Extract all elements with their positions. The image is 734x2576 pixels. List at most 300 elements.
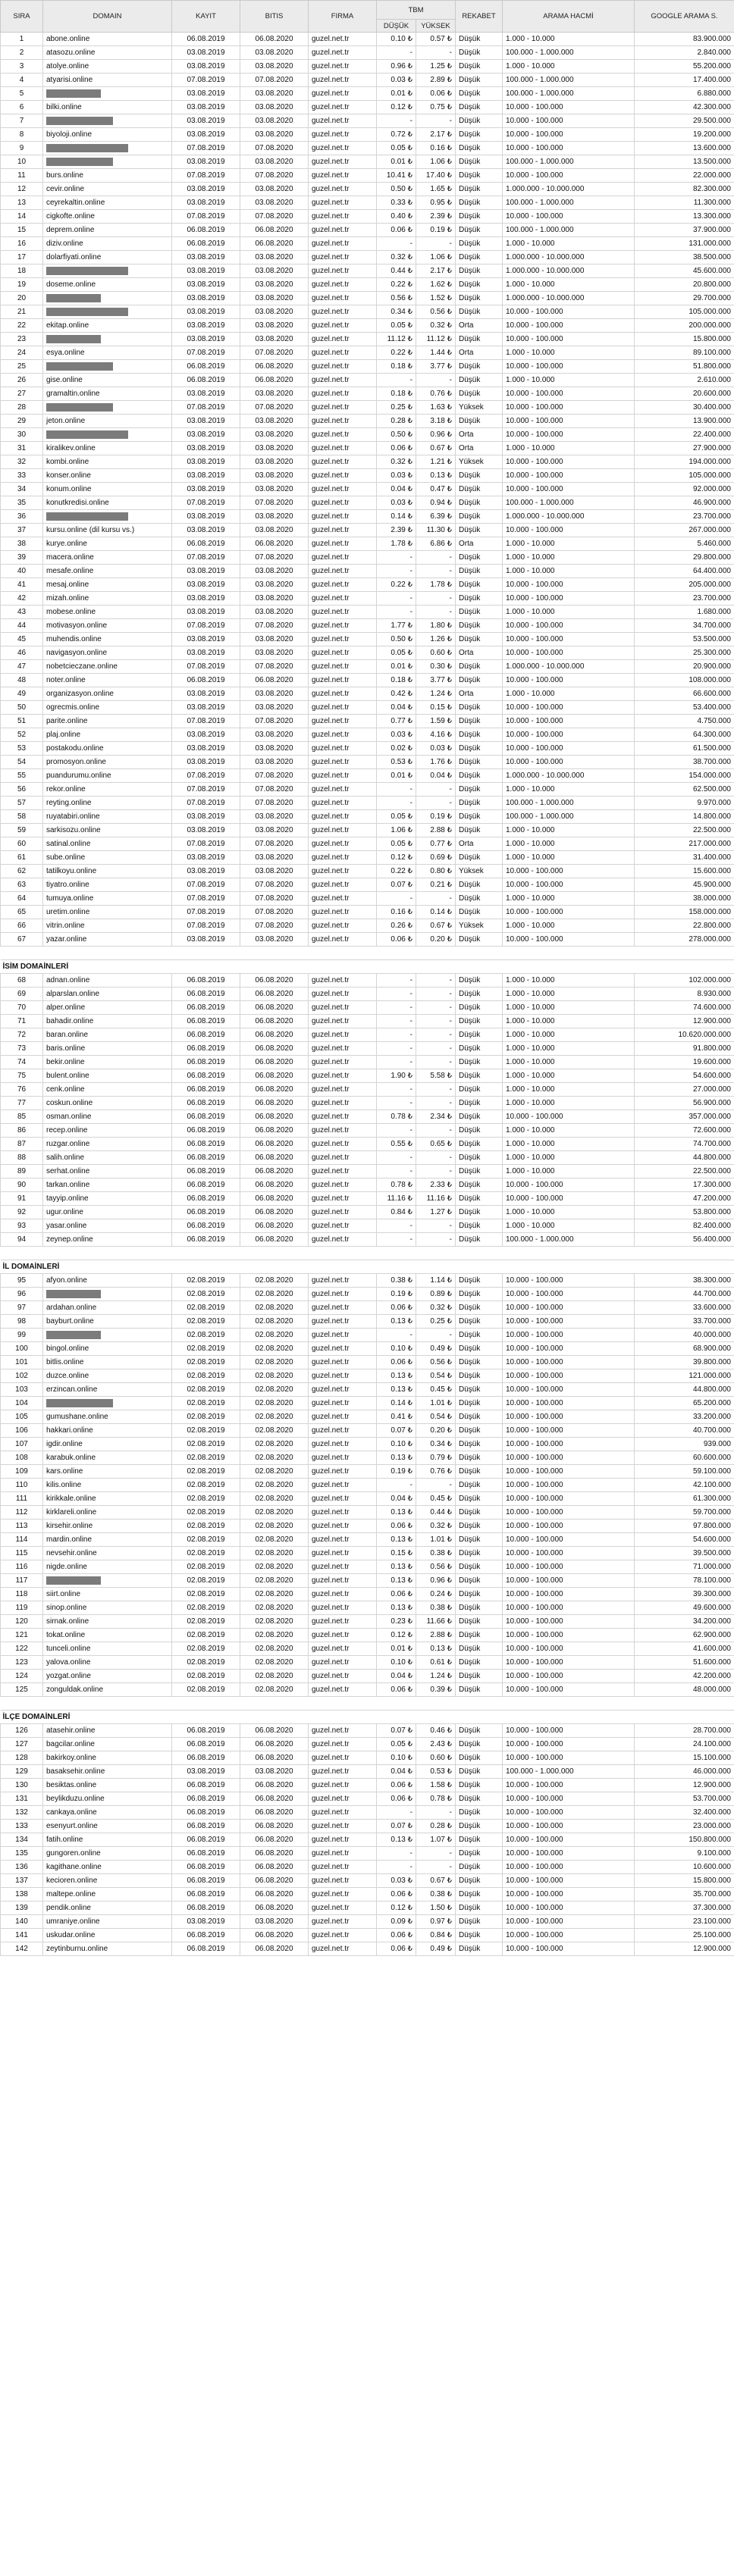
cell-tbm-dusuk: 0.22 ₺ (377, 346, 416, 360)
cell-arama-hacmi: 10.000 - 100.000 (503, 1806, 635, 1820)
cell-rekabet: Düşük (456, 1861, 503, 1874)
cell-tbm-yuksek: 11.12 ₺ (416, 333, 456, 346)
cell-google-aramasi: 54.600.000 (635, 1533, 734, 1547)
cell-firma: guzel.net.tr (309, 333, 377, 346)
cell-domain: baris.online (43, 1042, 172, 1056)
header-row (1, 1, 734, 20)
cell-arama-hacmi: 10.000 - 100.000 (503, 1656, 635, 1670)
cell-sira: 29 (1, 415, 43, 428)
cell-kayit: 03.08.2019 (172, 687, 240, 701)
cell-kayit: 02.08.2019 (172, 1288, 240, 1301)
cell-rekabet: Düşük (456, 1656, 503, 1670)
cell-kayit: 06.08.2019 (172, 1138, 240, 1151)
cell-kayit: 07.08.2019 (172, 74, 240, 87)
cell-kayit: 03.08.2019 (172, 933, 240, 947)
cell-arama-hacmi: 10.000 - 100.000 (503, 1110, 635, 1124)
cell-bitis: 03.08.2020 (240, 183, 309, 196)
cell-firma: guzel.net.tr (309, 101, 377, 114)
cell-firma: guzel.net.tr (309, 578, 377, 592)
cell-google-aramasi: 59.100.000 (635, 1465, 734, 1479)
cell-firma: guzel.net.tr (309, 1683, 377, 1697)
cell-sira: 97 (1, 1301, 43, 1315)
cell-rekabet: Düşük (456, 33, 503, 46)
cell-domain: atasozu.online (43, 46, 172, 60)
cell-sira: 74 (1, 1056, 43, 1069)
table-row (1, 1206, 734, 1219)
cell-tbm-dusuk: - (377, 1083, 416, 1097)
cell-rekabet: Düşük (456, 660, 503, 674)
cell-kayit: 02.08.2019 (172, 1410, 240, 1424)
cell-sira: 140 (1, 1915, 43, 1929)
cell-kayit: 03.08.2019 (172, 155, 240, 169)
cell-firma: guzel.net.tr (309, 346, 377, 360)
cell-tbm-yuksek: 1.78 ₺ (416, 578, 456, 592)
cell-kayit: 02.08.2019 (172, 1438, 240, 1451)
cell-domain: duzce.online (43, 1369, 172, 1383)
cell-tbm-dusuk: 0.10 ₺ (377, 1438, 416, 1451)
cell-google-aramasi: 15.800.000 (635, 1874, 734, 1888)
cell-kayit: 06.08.2019 (172, 1042, 240, 1056)
table-row (1, 674, 734, 687)
cell-google-aramasi: 62.500.000 (635, 783, 734, 797)
cell-tbm-yuksek: 3.77 ₺ (416, 674, 456, 687)
cell-tbm-dusuk: 0.13 ₺ (377, 1560, 416, 1574)
cell-rekabet: Düşük (456, 1833, 503, 1847)
cell-sira: 103 (1, 1383, 43, 1397)
cell-rekabet: Düşük (456, 360, 503, 374)
col-header-sira: SIRA (1, 1, 43, 33)
cell-firma: guzel.net.tr (309, 1751, 377, 1765)
cell-rekabet: Düşük (456, 1942, 503, 1956)
cell-rekabet: Düşük (456, 305, 503, 319)
cell-bitis: 02.08.2020 (240, 1383, 309, 1397)
cell-kayit: 06.08.2019 (172, 1151, 240, 1165)
cell-domain: kiralikev.online (43, 442, 172, 455)
cell-bitis: 03.08.2020 (240, 810, 309, 824)
cell-bitis: 06.08.2020 (240, 1792, 309, 1806)
cell-firma: guzel.net.tr (309, 1724, 377, 1738)
redacted-domain-block (46, 89, 101, 98)
cell-domain: bilki.online (43, 101, 172, 114)
cell-arama-hacmi: 10.000 - 100.000 (503, 592, 635, 606)
cell-tbm-yuksek: 0.96 ₺ (416, 428, 456, 442)
cell-sira: 30 (1, 428, 43, 442)
cell-domain: mardin.online (43, 1533, 172, 1547)
table-row (1, 1329, 734, 1342)
cell-tbm-yuksek: 1.50 ₺ (416, 1901, 456, 1915)
cell-firma: guzel.net.tr (309, 1274, 377, 1288)
cell-arama-hacmi: 100.000 - 1.000.000 (503, 1765, 635, 1779)
cell-google-aramasi: 15.100.000 (635, 1751, 734, 1765)
cell-sira: 6 (1, 101, 43, 114)
cell-bitis: 07.08.2020 (240, 619, 309, 633)
table-row (1, 1151, 734, 1165)
cell-firma: guzel.net.tr (309, 919, 377, 933)
cell-arama-hacmi: 10.000 - 100.000 (503, 1738, 635, 1751)
cell-sira: 36 (1, 510, 43, 524)
cell-kayit: 07.08.2019 (172, 496, 240, 510)
cell-bitis: 02.08.2020 (240, 1479, 309, 1492)
cell-domain: ceyrekaltin.online (43, 196, 172, 210)
cell-rekabet: Düşük (456, 1424, 503, 1438)
cell-firma: guzel.net.tr (309, 1465, 377, 1479)
table-row (1, 510, 734, 524)
cell-firma: guzel.net.tr (309, 1151, 377, 1165)
cell-arama-hacmi: 10.000 - 100.000 (503, 1424, 635, 1438)
cell-rekabet: Düşük (456, 728, 503, 742)
cell-sira: 35 (1, 496, 43, 510)
cell-firma: guzel.net.tr (309, 892, 377, 906)
cell-tbm-dusuk: 0.18 ₺ (377, 387, 416, 401)
cell-bitis: 06.08.2020 (240, 237, 309, 251)
cell-sira: 27 (1, 387, 43, 401)
table-row (1, 1915, 734, 1929)
cell-arama-hacmi: 1.000 - 10.000 (503, 374, 635, 387)
cell-domain: diziv.online (43, 237, 172, 251)
cell-bitis: 03.08.2020 (240, 155, 309, 169)
cell-tbm-yuksek: 0.25 ₺ (416, 1315, 456, 1329)
cell-firma: guzel.net.tr (309, 46, 377, 60)
cell-domain: bekir.online (43, 1056, 172, 1069)
table-row (1, 565, 734, 578)
cell-domain: mesafe.online (43, 565, 172, 578)
cell-rekabet: Orta (456, 428, 503, 442)
cell-firma: guzel.net.tr (309, 1438, 377, 1451)
cell-sira: 45 (1, 633, 43, 646)
cell-tbm-dusuk: 0.06 ₺ (377, 1520, 416, 1533)
cell-rekabet: Düşük (456, 1724, 503, 1738)
cell-google-aramasi: 42.300.000 (635, 101, 734, 114)
cell-sira: 34 (1, 483, 43, 496)
cell-firma: guzel.net.tr (309, 565, 377, 578)
cell-arama-hacmi: 10.000 - 100.000 (503, 578, 635, 592)
cell-domain: bakirkoy.online (43, 1751, 172, 1765)
cell-google-aramasi: 121.000.000 (635, 1369, 734, 1383)
gap-cell (1, 1697, 734, 1711)
cell-tbm-dusuk: 1.78 ₺ (377, 537, 416, 551)
cell-arama-hacmi: 10.000 - 100.000 (503, 305, 635, 319)
cell-domain (43, 264, 172, 278)
cell-sira: 2 (1, 46, 43, 60)
cell-tbm-dusuk: 0.03 ₺ (377, 1874, 416, 1888)
cell-arama-hacmi: 1.000 - 10.000 (503, 237, 635, 251)
cell-arama-hacmi: 10.000 - 100.000 (503, 1574, 635, 1588)
cell-arama-hacmi: 10.000 - 100.000 (503, 619, 635, 633)
table-row (1, 455, 734, 469)
table-row (1, 551, 734, 565)
cell-bitis: 03.08.2020 (240, 428, 309, 442)
cell-bitis: 03.08.2020 (240, 483, 309, 496)
section-title: İLÇE DOMAİNLERİ (1, 1711, 734, 1724)
cell-firma: guzel.net.tr (309, 469, 377, 483)
cell-firma: guzel.net.tr (309, 660, 377, 674)
cell-firma: guzel.net.tr (309, 142, 377, 155)
cell-bitis: 03.08.2020 (240, 415, 309, 428)
cell-tbm-yuksek: 0.04 ₺ (416, 769, 456, 783)
cell-firma: guzel.net.tr (309, 1629, 377, 1642)
cell-domain (43, 292, 172, 305)
cell-tbm-dusuk: 0.38 ₺ (377, 1274, 416, 1288)
cell-tbm-dusuk: 0.13 ₺ (377, 1833, 416, 1847)
cell-rekabet: Düşük (456, 1670, 503, 1683)
cell-firma: guzel.net.tr (309, 837, 377, 851)
cell-firma: guzel.net.tr (309, 701, 377, 715)
cell-sira: 53 (1, 742, 43, 756)
table-row (1, 114, 734, 128)
table-row (1, 183, 734, 196)
cell-bitis: 06.08.2020 (240, 674, 309, 687)
cell-firma: guzel.net.tr (309, 1356, 377, 1369)
cell-google-aramasi: 53.800.000 (635, 1206, 734, 1219)
table-row (1, 305, 734, 319)
cell-tbm-yuksek: 0.77 ₺ (416, 837, 456, 851)
cell-domain: uskudar.online (43, 1929, 172, 1942)
cell-firma: guzel.net.tr (309, 1042, 377, 1056)
cell-tbm-dusuk: 0.22 ₺ (377, 278, 416, 292)
cell-rekabet: Düşük (456, 1915, 503, 1929)
cell-rekabet: Düşük (456, 1751, 503, 1765)
table-row (1, 769, 734, 783)
cell-sira: 44 (1, 619, 43, 633)
table-row (1, 1369, 734, 1383)
cell-domain: coskun.online (43, 1097, 172, 1110)
cell-rekabet: Yüksek (456, 919, 503, 933)
cell-google-aramasi: 23.700.000 (635, 510, 734, 524)
cell-kayit: 06.08.2019 (172, 1901, 240, 1915)
cell-kayit: 07.08.2019 (172, 769, 240, 783)
cell-kayit: 06.08.2019 (172, 1779, 240, 1792)
cell-tbm-yuksek: - (416, 974, 456, 988)
cell-tbm-dusuk: 0.10 ₺ (377, 33, 416, 46)
cell-sira: 73 (1, 1042, 43, 1056)
cell-bitis: 06.08.2020 (240, 1847, 309, 1861)
cell-sira: 116 (1, 1560, 43, 1574)
cell-firma: guzel.net.tr (309, 1642, 377, 1656)
cell-firma: guzel.net.tr (309, 1451, 377, 1465)
cell-rekabet: Düşük (456, 1015, 503, 1028)
cell-kayit: 03.08.2019 (172, 196, 240, 210)
cell-tbm-yuksek: 0.39 ₺ (416, 1683, 456, 1697)
cell-kayit: 06.08.2019 (172, 1874, 240, 1888)
cell-bitis: 02.08.2020 (240, 1397, 309, 1410)
cell-tbm-dusuk: - (377, 1479, 416, 1492)
cell-tbm-yuksek: - (416, 237, 456, 251)
redacted-domain-block (46, 1399, 113, 1407)
cell-rekabet: Düşük (456, 1492, 503, 1506)
cell-firma: guzel.net.tr (309, 906, 377, 919)
redacted-domain-block (46, 158, 113, 166)
cell-tbm-yuksek: 1.06 ₺ (416, 251, 456, 264)
table-row (1, 1642, 734, 1656)
cell-tbm-dusuk: - (377, 1042, 416, 1056)
cell-bitis: 07.08.2020 (240, 74, 309, 87)
cell-firma: guzel.net.tr (309, 1792, 377, 1806)
cell-firma: guzel.net.tr (309, 251, 377, 264)
cell-domain: bagcilar.online (43, 1738, 172, 1751)
cell-kayit: 03.08.2019 (172, 701, 240, 715)
cell-firma: guzel.net.tr (309, 756, 377, 769)
cell-bitis: 07.08.2020 (240, 210, 309, 224)
cell-tbm-yuksek: 0.94 ₺ (416, 496, 456, 510)
cell-google-aramasi: 30.400.000 (635, 401, 734, 415)
cell-google-aramasi: 9.100.000 (635, 1847, 734, 1861)
cell-bitis: 06.08.2020 (240, 1124, 309, 1138)
table-row (1, 1765, 734, 1779)
cell-google-aramasi: 22.800.000 (635, 919, 734, 933)
cell-tbm-dusuk: 0.12 ₺ (377, 1629, 416, 1642)
cell-rekabet: Düşük (456, 1438, 503, 1451)
cell-domain: noter.online (43, 674, 172, 687)
cell-rekabet: Düşük (456, 715, 503, 728)
cell-tbm-dusuk: 0.28 ₺ (377, 415, 416, 428)
cell-rekabet: Düşük (456, 1629, 503, 1642)
cell-sira: 57 (1, 797, 43, 810)
cell-kayit: 02.08.2019 (172, 1451, 240, 1465)
cell-tbm-yuksek: - (416, 1083, 456, 1097)
cell-bitis: 02.08.2020 (240, 1356, 309, 1369)
cell-firma: guzel.net.tr (309, 742, 377, 756)
section-title-row (1, 960, 734, 974)
cell-rekabet: Düşük (456, 251, 503, 264)
cell-arama-hacmi: 10.000 - 100.000 (503, 333, 635, 346)
table-row (1, 988, 734, 1001)
cell-tbm-dusuk: 0.50 ₺ (377, 633, 416, 646)
cell-sira: 126 (1, 1724, 43, 1738)
cell-domain: cigkofte.online (43, 210, 172, 224)
cell-arama-hacmi: 10.000 - 100.000 (503, 878, 635, 892)
table-row (1, 1806, 734, 1820)
cell-bitis: 06.08.2020 (240, 1015, 309, 1028)
cell-tbm-yuksek: - (416, 1329, 456, 1342)
cell-tbm-yuksek: 0.32 ₺ (416, 1520, 456, 1533)
cell-tbm-yuksek: - (416, 1479, 456, 1492)
cell-domain: tatilkoyu.online (43, 865, 172, 878)
cell-sira: 60 (1, 837, 43, 851)
cell-tbm-yuksek: 0.97 ₺ (416, 1915, 456, 1929)
table-row (1, 851, 734, 865)
cell-tbm-yuksek: 5.58 ₺ (416, 1069, 456, 1083)
cell-google-aramasi: 82.400.000 (635, 1219, 734, 1233)
cell-tbm-dusuk: 0.01 ₺ (377, 769, 416, 783)
cell-tbm-dusuk: 0.07 ₺ (377, 1424, 416, 1438)
cell-sira: 142 (1, 1942, 43, 1956)
table-row (1, 1929, 734, 1942)
cell-kayit: 03.08.2019 (172, 319, 240, 333)
cell-kayit: 07.08.2019 (172, 210, 240, 224)
cell-firma: guzel.net.tr (309, 1329, 377, 1342)
cell-bitis: 06.08.2020 (240, 1806, 309, 1820)
cell-kayit: 03.08.2019 (172, 824, 240, 837)
cell-sira: 125 (1, 1683, 43, 1697)
cell-firma: guzel.net.tr (309, 1110, 377, 1124)
cell-domain: konutkredisi.online (43, 496, 172, 510)
cell-arama-hacmi: 10.000 - 100.000 (503, 1724, 635, 1738)
cell-firma: guzel.net.tr (309, 1656, 377, 1670)
cell-arama-hacmi: 1.000 - 10.000 (503, 1219, 635, 1233)
cell-bitis: 02.08.2020 (240, 1506, 309, 1520)
cell-tbm-dusuk: 11.16 ₺ (377, 1192, 416, 1206)
table-row (1, 1124, 734, 1138)
cell-tbm-dusuk: - (377, 974, 416, 988)
cell-bitis: 07.08.2020 (240, 346, 309, 360)
cell-tbm-dusuk: 0.10 ₺ (377, 1751, 416, 1765)
table-row (1, 1533, 734, 1547)
cell-domain: karabuk.online (43, 1451, 172, 1465)
cell-tbm-yuksek: 4.16 ₺ (416, 728, 456, 742)
cell-tbm-yuksek: 3.18 ₺ (416, 415, 456, 428)
cell-sira: 109 (1, 1465, 43, 1479)
cell-tbm-dusuk: 0.26 ₺ (377, 919, 416, 933)
cell-tbm-yuksek: 2.17 ₺ (416, 264, 456, 278)
cell-google-aramasi: 12.900.000 (635, 1015, 734, 1028)
cell-tbm-dusuk: - (377, 46, 416, 60)
table-row (1, 1315, 734, 1329)
cell-bitis: 03.08.2020 (240, 264, 309, 278)
cell-arama-hacmi: 10.000 - 100.000 (503, 1383, 635, 1397)
cell-rekabet: Düşük (456, 1547, 503, 1560)
cell-tbm-dusuk: - (377, 988, 416, 1001)
cell-sira: 9 (1, 142, 43, 155)
cell-firma: guzel.net.tr (309, 1915, 377, 1929)
cell-sira: 23 (1, 333, 43, 346)
cell-domain (43, 428, 172, 442)
cell-arama-hacmi: 10.000 - 100.000 (503, 387, 635, 401)
cell-arama-hacmi: 10.000 - 100.000 (503, 701, 635, 715)
cell-domain: tunceli.online (43, 1642, 172, 1656)
cell-bitis: 03.08.2020 (240, 87, 309, 101)
cell-tbm-dusuk: 1.06 ₺ (377, 824, 416, 837)
cell-sira: 66 (1, 919, 43, 933)
cell-tbm-yuksek: 0.54 ₺ (416, 1369, 456, 1383)
cell-domain: macera.online (43, 551, 172, 565)
cell-sira: 4 (1, 74, 43, 87)
cell-arama-hacmi: 10.000 - 100.000 (503, 1942, 635, 1956)
cell-sira: 113 (1, 1520, 43, 1533)
cell-google-aramasi: 42.200.000 (635, 1670, 734, 1683)
cell-domain: muhendis.online (43, 633, 172, 646)
cell-domain: ruzgar.online (43, 1138, 172, 1151)
cell-sira: 50 (1, 701, 43, 715)
cell-tbm-yuksek: 1.06 ₺ (416, 155, 456, 169)
cell-rekabet: Düşük (456, 1069, 503, 1083)
cell-domain (43, 1329, 172, 1342)
cell-google-aramasi: 28.700.000 (635, 1724, 734, 1738)
cell-rekabet: Düşük (456, 551, 503, 565)
cell-domain: parite.online (43, 715, 172, 728)
cell-arama-hacmi: 1.000 - 10.000 (503, 1042, 635, 1056)
cell-google-aramasi: 60.600.000 (635, 1451, 734, 1465)
cell-domain: mesaj.online (43, 578, 172, 592)
table-row (1, 483, 734, 496)
cell-arama-hacmi: 10.000 - 100.000 (503, 1315, 635, 1329)
cell-arama-hacmi: 100.000 - 1.000.000 (503, 74, 635, 87)
cell-kayit: 06.08.2019 (172, 1165, 240, 1178)
cell-arama-hacmi: 100.000 - 1.000.000 (503, 46, 635, 60)
cell-kayit: 02.08.2019 (172, 1383, 240, 1397)
cell-kayit: 06.08.2019 (172, 33, 240, 46)
cell-kayit: 03.08.2019 (172, 728, 240, 742)
redacted-domain-block (46, 403, 113, 412)
table-row (1, 1601, 734, 1615)
cell-kayit: 02.08.2019 (172, 1274, 240, 1288)
cell-domain: bingol.online (43, 1342, 172, 1356)
cell-firma: guzel.net.tr (309, 988, 377, 1001)
cell-tbm-dusuk: 0.06 ₺ (377, 1942, 416, 1956)
cell-bitis: 06.08.2020 (240, 1942, 309, 1956)
cell-rekabet: Düşük (456, 1097, 503, 1110)
cell-sira: 1 (1, 33, 43, 46)
table-row (1, 1424, 734, 1438)
